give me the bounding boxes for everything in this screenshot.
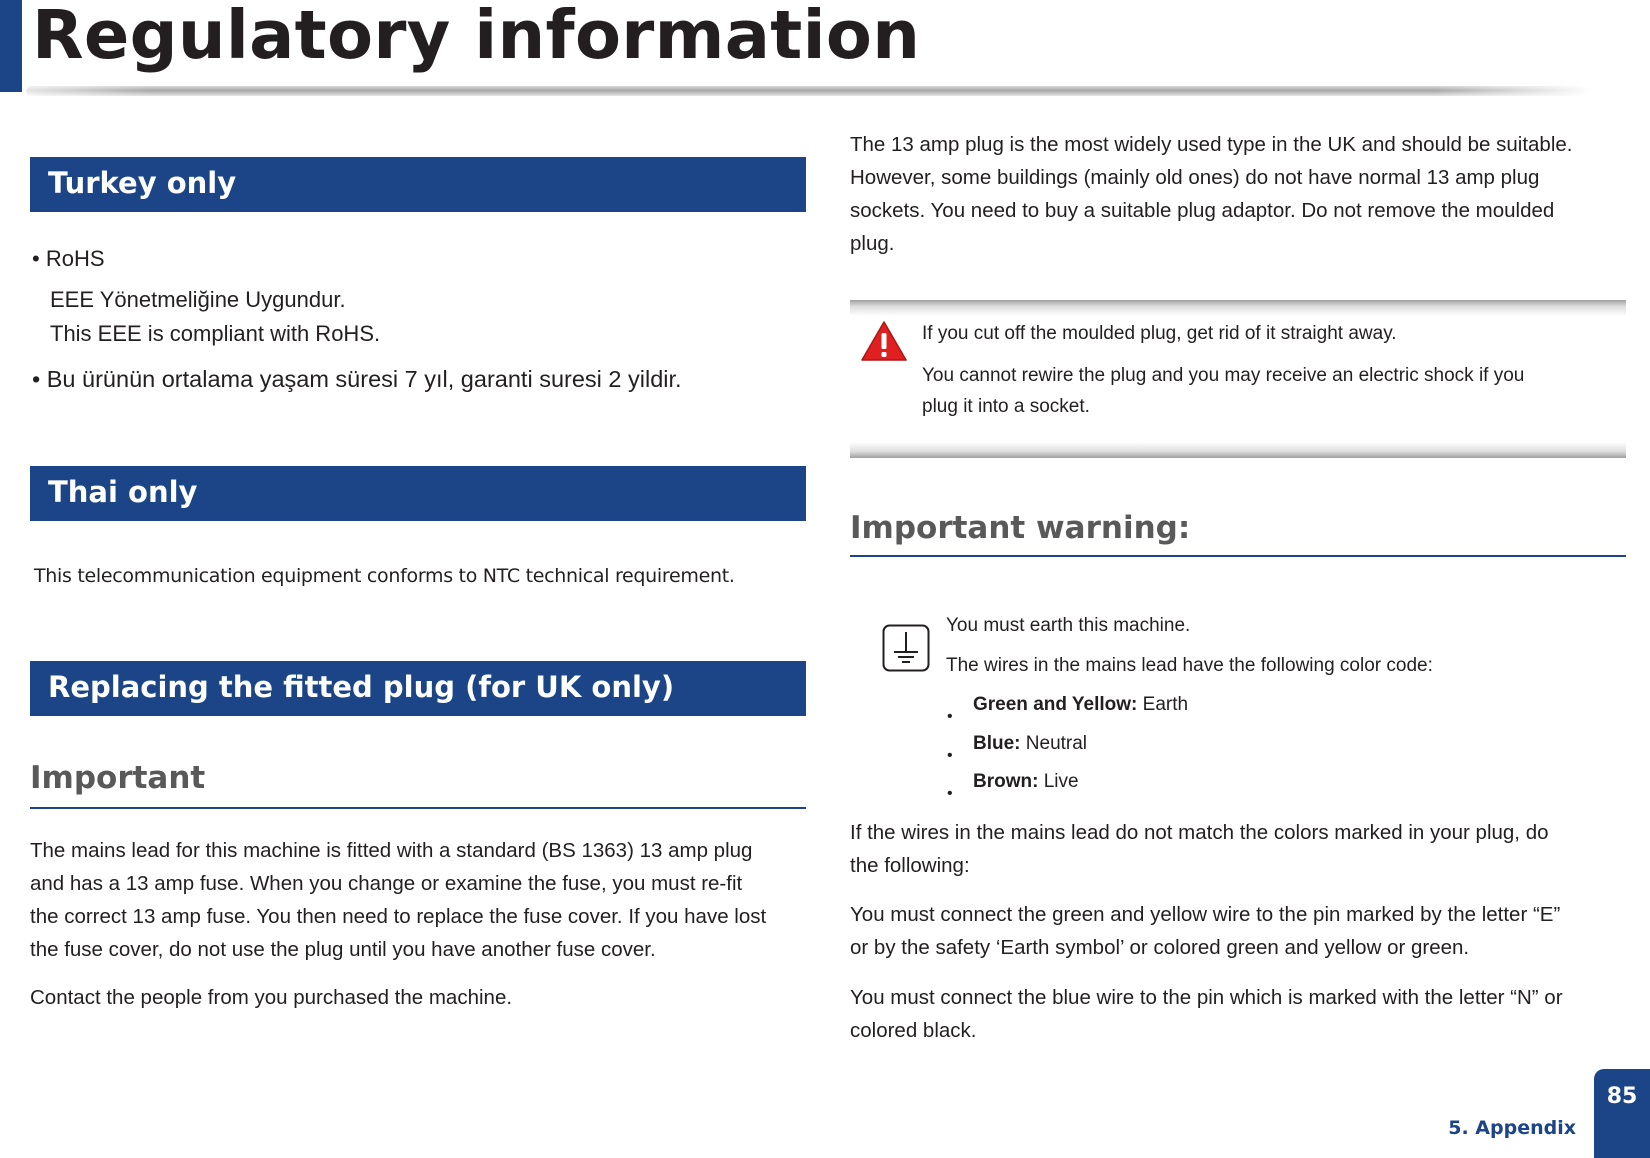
bullet-dot: •: [947, 785, 953, 802]
subheading-rule: [850, 555, 1626, 557]
text-line: plug.: [850, 232, 895, 255]
text-line: You must connect the green and yellow wire to the pin marked by the letter “E”: [850, 903, 1561, 926]
caution-line-1: If you cut off the moulded plug, get rid of it straight away.: [922, 323, 1397, 344]
rohs-line-2: This EEE is compliant with RoHS.: [50, 321, 381, 346]
page-number-badge: 85: [1594, 1069, 1650, 1158]
title-divider: [26, 86, 1591, 96]
subheading-important: Important: [30, 760, 206, 796]
text-line: or by the safety ‘Earth symbol’ or colored green and yellow or green.: [850, 936, 1470, 959]
text-line: The mains lead for this machine is fitted with a standard (BS 1363) 13 amp plug: [30, 839, 753, 862]
wire-item-live: [973, 766, 1079, 797]
section-heading-turkey: Turkey only: [30, 157, 806, 212]
footer-chapter-label: 5. Appendix: [1448, 1117, 1576, 1139]
thai-compliance-text: This telecommunication equipment conforms to NTC technical requirement.: [34, 565, 735, 587]
wire-value: Neutral: [1020, 733, 1088, 754]
plug-intro-paragraph: [850, 128, 1640, 260]
text-line: If the wires in the mains lead do not match the colors marked in your plug, do: [850, 821, 1549, 844]
text-line: the correct 13 amp fuse. You then need to replace the fuse cover. If you have lost: [30, 905, 767, 928]
text-line: You must connect the blue wire to the pin which is marked with the letter “N” or: [850, 986, 1563, 1009]
green-yellow-paragraph: [850, 898, 1640, 964]
wire-value: Live: [1038, 771, 1079, 792]
mismatch-paragraph: [850, 816, 1640, 882]
product-lifetime-text: • Bu ürünün ortalama yaşam süresi 7 yıl, garanti suresi 2 yildir.: [32, 366, 682, 392]
bullet-dot: •: [947, 747, 953, 764]
earth-line-1: You must earth this machine.: [946, 615, 1191, 636]
subheading-important-warning: Important warning:: [850, 510, 1191, 546]
text-line: sockets. You need to buy a suitable plug adaptor. Do not remove the moulded: [850, 199, 1555, 222]
text-line: and has a 13 amp fuse. When you change or examine the fuse, you must re-fit: [30, 872, 743, 895]
wire-label: Brown:: [973, 771, 1039, 792]
section-heading-uk-plug: Replacing the fitted plug (for UK only): [30, 661, 806, 716]
note-shade-bottom: [850, 442, 1626, 458]
warning-icon: [860, 320, 908, 362]
note-shade-top: [850, 300, 1626, 316]
rohs-line-1: EEE Yönetmeliğine Uygundur.: [50, 287, 346, 312]
text-line: colored black.: [850, 1019, 977, 1042]
text-line: the following:: [850, 854, 970, 877]
earth-line-2: The wires in the mains lead have the following color code:: [946, 655, 1433, 676]
header-accent-bar: [0, 0, 22, 92]
wire-value: Earth: [1137, 694, 1189, 715]
rohs-label: • RoHS: [32, 246, 105, 271]
caution-line-2: You cannot rewire the plug and you may receive an electric shock if you: [922, 365, 1525, 386]
section-heading-thai: Thai only: [30, 466, 806, 521]
contact-paragraph: Contact the people from you purchased the machine.: [30, 986, 513, 1009]
subheading-rule: [30, 807, 806, 809]
blue-wire-paragraph: [850, 981, 1640, 1047]
wire-label: Green and Yellow:: [973, 694, 1138, 715]
wire-item-earth: [973, 689, 1188, 720]
page-title: Regulatory information: [32, 0, 921, 74]
bullet-dot: •: [947, 708, 953, 725]
caution-note: [850, 300, 1626, 458]
caution-line-3: plug it into a socket.: [922, 396, 1090, 417]
text-line: However, some buildings (mainly old ones) do not have normal 13 amp plug: [850, 166, 1540, 189]
uk-plug-paragraph: [30, 834, 810, 966]
earth-ground-icon: [882, 624, 930, 672]
wire-label: Blue:: [973, 733, 1021, 754]
text-line: the fuse cover, do not use the plug until you have another fuse cover.: [30, 938, 656, 961]
text-line: The 13 amp plug is the most widely used type in the UK and should be suitable.: [850, 133, 1573, 156]
wire-item-neutral: [973, 728, 1087, 759]
